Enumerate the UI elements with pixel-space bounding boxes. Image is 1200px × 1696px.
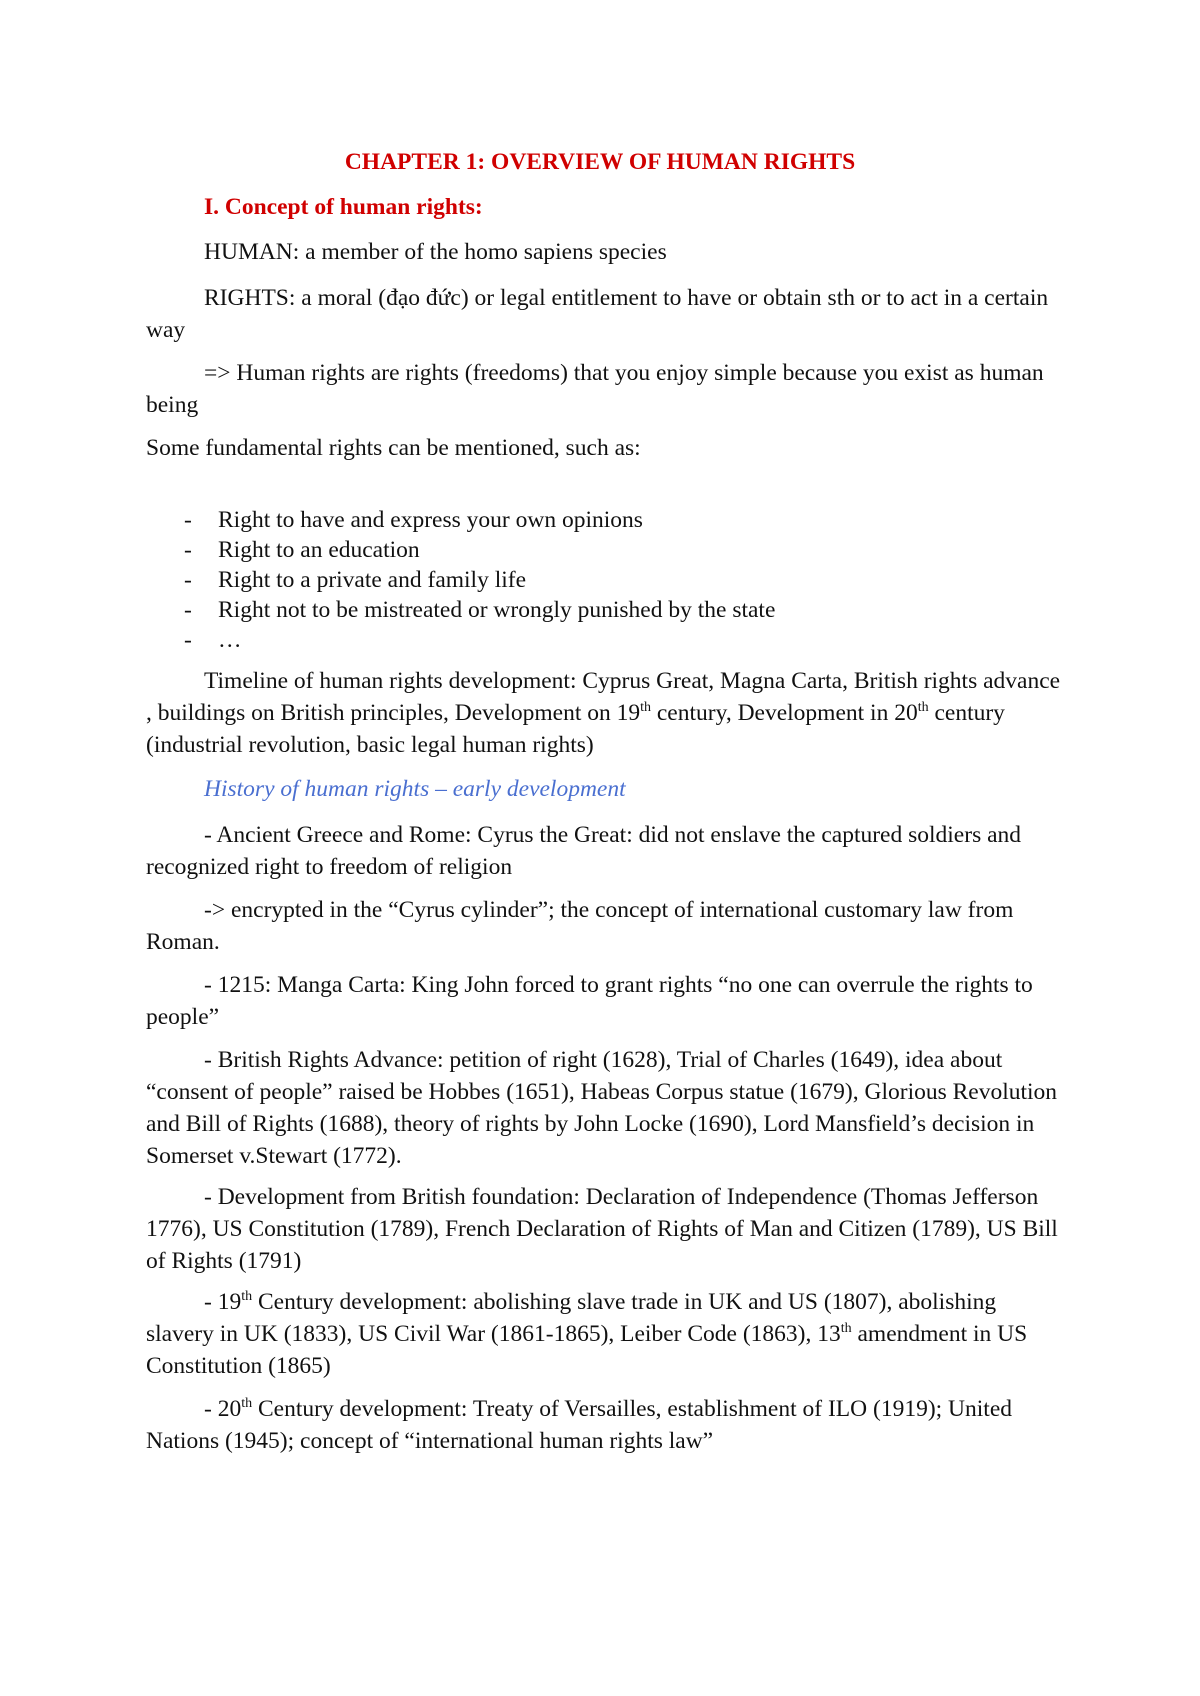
history-subheading: History of human rights – early development [204,776,626,802]
list-item-text: Right to a private and family life [218,567,527,593]
bullet-dash: - [184,537,192,563]
bullet-dash: - [184,627,192,653]
ancient-greece-rome-paragraph: - Ancient Greece and Rome: Cyrus the Great: did not enslave the captured soldiers and recognized right to freedom of religion [146,822,1022,880]
list-item [146,595,1066,625]
list-item-text: … [218,627,242,653]
list-item [146,625,1066,655]
bullet-dash: - [184,507,192,533]
fundamental-rights-list [146,505,1066,655]
bullet-dash: - [184,597,192,623]
twentieth-century-paragraph: - 20th Century development: Treaty of Versailles, establishment of ILO (1919); United Nations (1945); concept of “international human rights law” [146,1396,1013,1454]
cyrus-cylinder-paragraph: -> encrypted in the “Cyrus cylinder”; the concept of international customary law from Roman. [146,897,1014,955]
human-rights-conclusion: => Human rights are rights (freedoms) that you enjoy simple because you exist as human being [146,360,1044,418]
fundamental-rights-intro: Some fundamental rights can be mentioned, such as: [146,435,641,461]
list-item [146,505,1066,535]
bullet-dash: - [184,567,192,593]
human-definition: HUMAN: a member of the homo sapiens species [204,239,667,265]
section-heading-concept: I. Concept of human rights: [204,194,483,220]
list-item [146,565,1066,595]
list-item-text: Right to an education [218,537,420,563]
chapter-title: CHAPTER 1: OVERVIEW OF HUMAN RIGHTS [344,149,856,175]
british-foundation-paragraph: - Development from British foundation: Declaration of Independence (Thomas Jefferson 1776), US Constitution (1789), French Declaration of Rights of Man and Citizen (1789), US Bill of Rights (1791) [146,1184,1058,1274]
list-item-text: Right to have and express your own opinions [218,507,643,533]
list-item [146,535,1066,565]
magna-carta-paragraph: - 1215: Manga Carta: King John forced to grant rights “no one can overrule the rights to people” [146,972,1033,1030]
nineteenth-century-paragraph: - 19th Century development: abolishing slave trade in UK and US (1807), abolishing slavery in UK (1833), US Civil War (1861-1865), Leiber Code (1863), 13th amendment in US Constitution (1865) [146,1289,1028,1379]
list-item-text: Right not to be mistreated or wrongly punished by the state [218,597,776,623]
british-rights-advance-paragraph: - British Rights Advance: petition of right (1628), Trial of Charles (1649), idea about “consent of people” raised be Hobbes (1651), Habeas Corpus statue (1679), Glorious Revolution and Bill of Rights (1688), theory of rights by John Locke (1690), Lord Mansfield’s decision in Somerset v.Stewart (1772). [146,1047,1058,1169]
rights-definition: RIGHTS: a moral (đạo đức) or legal entitlement to have or obtain sth or to act in a certain way [146,285,1049,343]
timeline-paragraph: Timeline of human rights development: Cyprus Great, Magna Carta, British rights advance , buildings on British principles, Development on 19th century, Development in 20th century (industrial revolution, basic legal human rights) [146,668,1061,758]
